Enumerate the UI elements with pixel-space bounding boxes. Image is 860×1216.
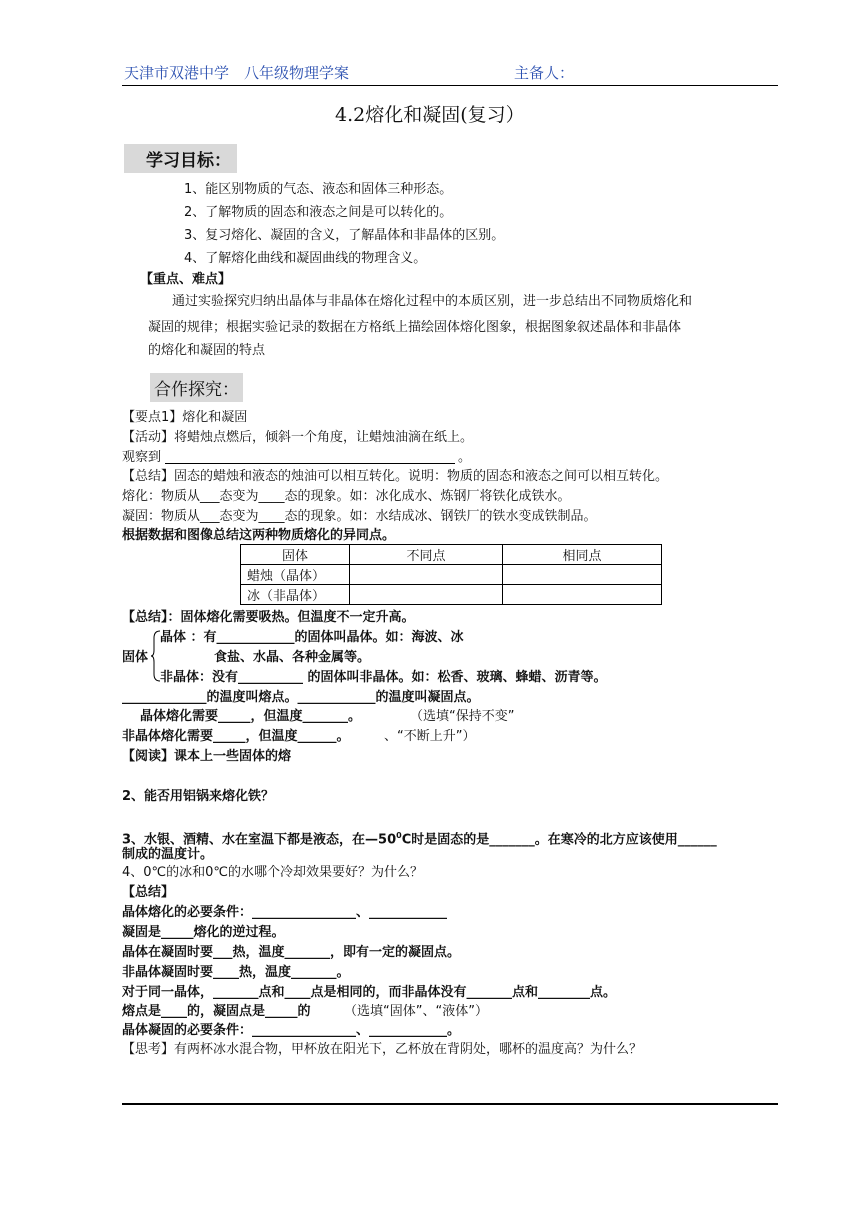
- noncrystal-melt-note: 、“不断上升”）: [384, 729, 476, 744]
- crystal-examples: 食盐、水晶、各种金属等。: [214, 650, 371, 665]
- summary1-text: 【总结】固态的蜡烛和液态的烛油可以相互转化。说明：物质的固态和液态之间可以相互转化。: [122, 469, 669, 484]
- read-text: 【阅读】课本上一些固体的熔: [122, 749, 292, 764]
- points-definition: _____________的温度叫熔点。____________的温度叫凝固点。: [122, 690, 480, 705]
- footer-rule: [122, 1103, 778, 1105]
- question-2: 2、能否用铝锅来熔化铁？: [122, 789, 275, 804]
- objectives-heading: 学习目标：: [124, 144, 237, 173]
- table-header-cell: 相同点: [503, 545, 662, 565]
- crystal-melt-text: 晶体熔化需要_____，但温度_______。: [140, 709, 362, 724]
- question-3-sup: 0: [396, 831, 402, 840]
- comparison-table: [240, 544, 662, 605]
- header-preparer: 主备人：: [514, 64, 575, 82]
- table-cell: [350, 565, 503, 585]
- table-cell: [350, 585, 503, 605]
- question-3-cont: 制成的温度计。: [122, 847, 214, 862]
- summary3-line: 凝固是_____熔化的逆过程。: [122, 925, 285, 940]
- question-3-part-b: C时是固态的是_______。在寒冷的北方应该使用______: [401, 832, 717, 848]
- key-line: 的熔化和凝固的特点: [148, 343, 266, 358]
- solid-label: 固体: [122, 650, 149, 665]
- table-header-cell: 固体: [241, 545, 350, 565]
- page-title: 4.2熔化和凝固(复习）: [335, 104, 525, 126]
- table-cell: [503, 565, 662, 585]
- table-cell: [503, 585, 662, 605]
- table-cell: 冰（非晶体）: [241, 585, 350, 605]
- objective-item: 4、了解熔化曲线和凝固曲线的物理含义。: [184, 251, 427, 266]
- think-question: 【思考】有两杯冰水混合物，甲杯放在阳光下，乙杯放在背阴处，哪杯的温度高？为什么？: [122, 1042, 643, 1057]
- coop-heading: 合作探究：: [150, 373, 243, 402]
- observe-label: 观察到: [122, 450, 162, 465]
- key-line: 通过实验探究归纳出晶体与非晶体在熔化过程中的本质区别，进一步总结出不同物质熔化和: [172, 294, 693, 309]
- question-3-part-a: 3、水银、酒精、水在室温下都是液态，在—50: [122, 832, 397, 848]
- table-row: [241, 585, 662, 605]
- noncrystal-definition: 非晶体：没有__________ 的固体叫非晶体。如：松香、玻璃、蜂蜡、沥青等。: [160, 670, 607, 685]
- observe-blank: [165, 463, 455, 464]
- table-row: [241, 565, 662, 585]
- table-cell: 蜡烛（晶体）: [241, 565, 350, 585]
- summary3-line: 晶体在凝固时要___热，温度_______，即有一定的凝固点。: [122, 945, 461, 960]
- summary2-text: 【总结】：固体熔化需要吸热。但温度不一定升高。: [122, 610, 415, 625]
- header-school: 天津市双港中学 八年级物理学案: [124, 64, 350, 82]
- table-header-cell: 不同点: [350, 545, 503, 565]
- activity-text: 【活动】将蜡烛点燃后，倾斜一个角度，让蜡烛油滴在纸上。: [122, 430, 474, 445]
- melt-point-text: 熔点是____的，凝固点是_____的: [122, 1004, 311, 1019]
- summary3-line: 晶体熔化的必要条件：________________、____________: [122, 905, 448, 920]
- freezing-definition: 凝固：物质从___态变为____态的现象。如：水结成冰、钢铁厂的铁水变成铁制品。: [122, 509, 597, 524]
- summary3-heading: 【总结】: [122, 885, 175, 900]
- summary3-line: 非晶体凝固时要____热，温度_______。: [122, 965, 350, 980]
- crystal-definition: 晶体 ：有____________的固体叫晶体。如：海波、冰: [160, 630, 464, 645]
- key-heading: 【重点、难点】: [140, 272, 232, 287]
- freeze-condition: 晶体凝固的必要条件：________________、____________。: [122, 1023, 461, 1038]
- melting-definition: 熔化：物质从___态变为____态的现象。如：冰化成水、炼钢厂将铁化成铁水。: [122, 489, 571, 504]
- objective-item: 1、能区别物质的气态、液态和固体三种形态。: [184, 182, 453, 197]
- crystal-melt-note: （选填“保持不变”: [410, 709, 515, 724]
- compare-instruction: 根据数据和图像总结这两种物质熔化的异同点。: [122, 528, 396, 543]
- key-line: 凝固的规律；根据实验记录的数据在方格纸上描绘固体熔化图象，根据图象叙述晶体和非晶体: [148, 320, 682, 335]
- objective-item: 3、复习熔化、凝固的含义，了解晶体和非晶体的区别。: [184, 228, 505, 243]
- observe-end: 。: [458, 450, 472, 465]
- header-rule: [122, 85, 778, 86]
- table-header-row: [241, 545, 662, 565]
- summary3-line: 对于同一晶体，_______点和____点是相同的，而非晶体没有_______点和________点。: [122, 985, 617, 1000]
- point1-title: 【要点1】熔化和凝固: [122, 410, 248, 425]
- noncrystal-melt-text: 非晶体熔化需要_____，但温度______。: [122, 729, 350, 744]
- question-4: 4、0℃的冰和0℃的水哪个冷却效果要好？为什么？: [122, 865, 424, 880]
- objective-item: 2、了解物质的固态和液态之间是可以转化的。: [184, 205, 453, 220]
- melt-point-note: （选填“固体”、“液体”）: [344, 1004, 488, 1019]
